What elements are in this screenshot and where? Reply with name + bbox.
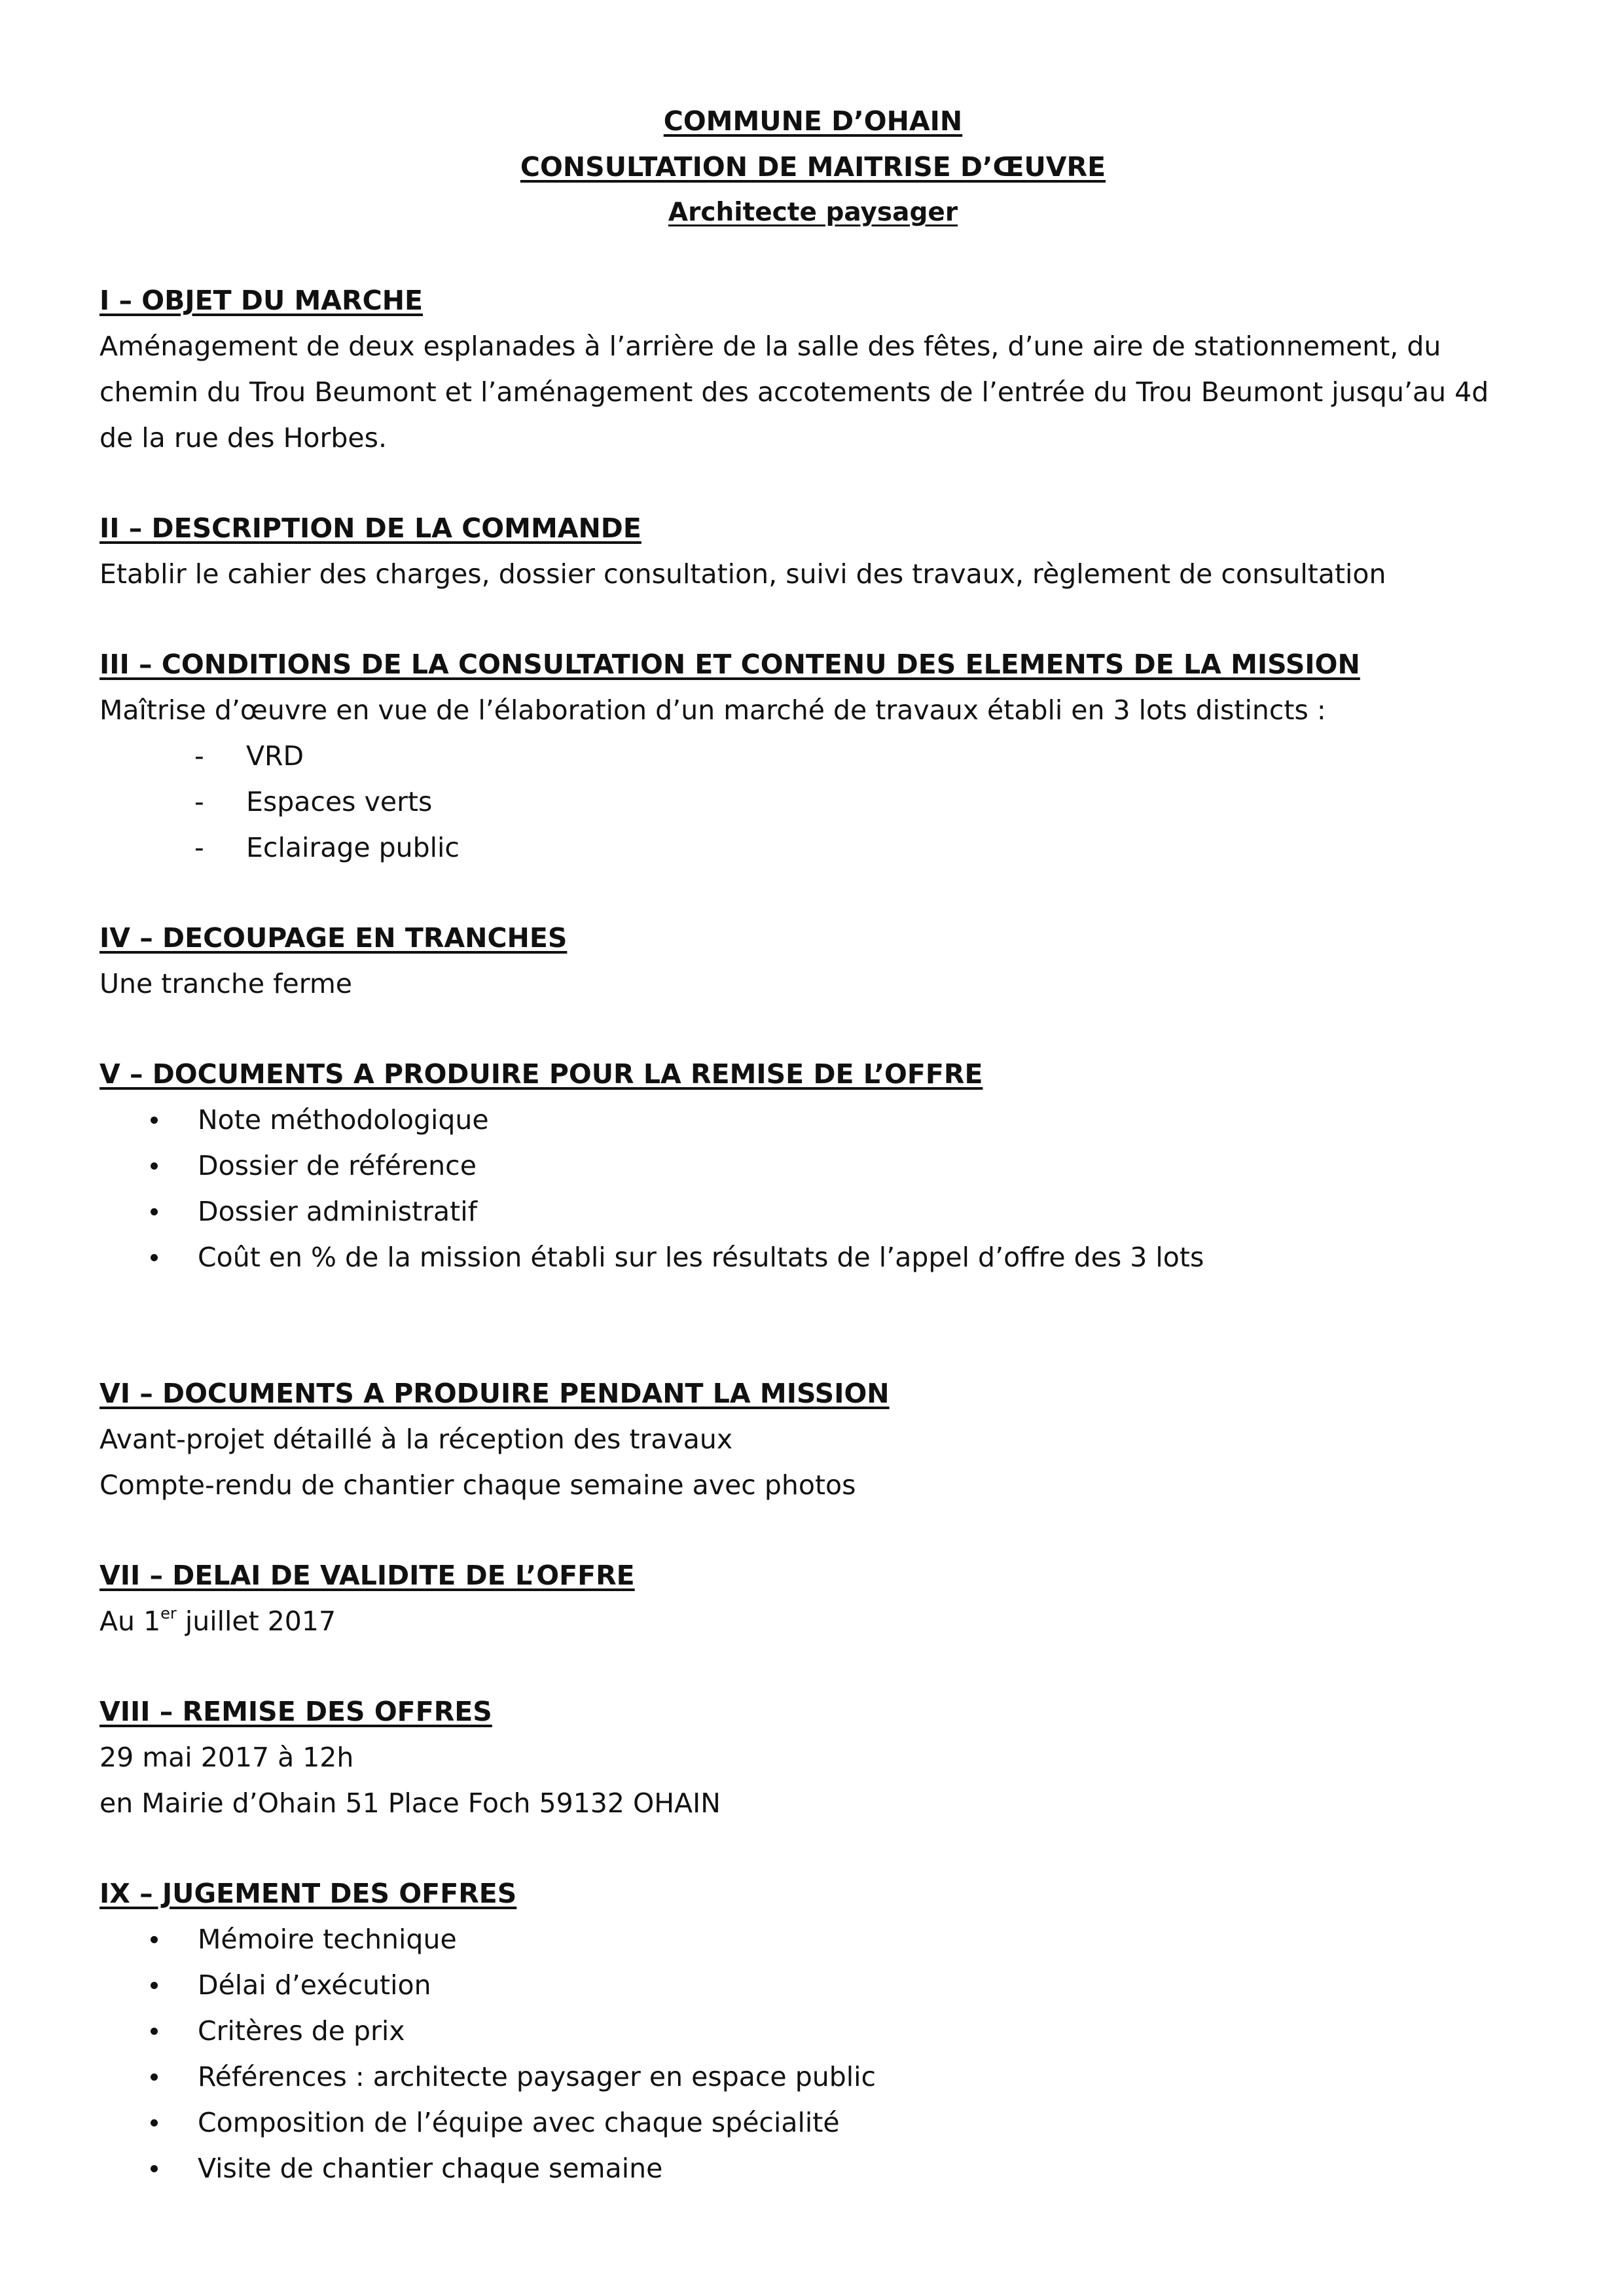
bullet-icon bbox=[151, 1982, 158, 1989]
section-jugement bbox=[99, 1871, 1526, 2191]
paragraph-line: Avant-projet détaillé à la réception des travaux bbox=[99, 1424, 733, 1455]
list-item bbox=[99, 1143, 1526, 1189]
paragraph-line: Compte-rendu de chantier chaque semaine avec photos bbox=[99, 1469, 856, 1501]
bullet-icon bbox=[151, 1936, 158, 1943]
list-item-label: Coût en % de la mission établi sur les résultats de l’appel d’offre des 3 lots bbox=[198, 1242, 1204, 1273]
section-title: VIII – REMISE DES OFFRES bbox=[99, 1696, 492, 1727]
list-item bbox=[99, 825, 1526, 870]
list-item bbox=[99, 1234, 1526, 1280]
list-item bbox=[99, 2145, 1526, 2191]
paragraph-line: Une tranche ferme bbox=[99, 968, 353, 999]
section-conditions bbox=[99, 641, 1526, 870]
section-title: V – DOCUMENTS A PRODUIRE POUR LA REMISE DE L’OFFRE bbox=[99, 1058, 983, 1090]
section-title: IV – DECOUPAGE EN TRANCHES bbox=[99, 922, 568, 954]
list-item-label: Délai d’exécution bbox=[198, 1969, 431, 2001]
list-item-label: Note méthodologique bbox=[198, 1104, 489, 1136]
list-item bbox=[99, 2008, 1526, 2054]
document-page bbox=[99, 98, 1526, 2236]
list-item bbox=[99, 733, 1526, 779]
dash-marker: - bbox=[194, 786, 204, 817]
header-subtitle: Architecte paysager bbox=[668, 198, 958, 227]
list-item-label: Eclairage public bbox=[246, 832, 460, 863]
section-documents-mission bbox=[99, 1371, 1526, 1508]
paragraph-line: Maîtrise d’œuvre en vue de l’élaboration d’un marché de travaux établi en 3 lots distincts : bbox=[99, 694, 1326, 726]
section-remise-offres bbox=[99, 1689, 1526, 1826]
list-item bbox=[99, 779, 1526, 825]
section-decoupage bbox=[99, 915, 1526, 1007]
section-title: VI – DOCUMENTS A PRODUIRE PENDANT LA MISSION bbox=[99, 1378, 890, 1409]
section-title: I – OBJET DU MARCHE bbox=[99, 285, 424, 316]
list-item-label: Critères de prix bbox=[198, 2015, 405, 2047]
paragraph-line: Etablir le cahier des charges, dossier consultation, suivi des travaux, règlement de consultation bbox=[99, 558, 1386, 590]
deadline-line: 29 mai 2017 à 12h bbox=[99, 1742, 354, 1773]
list-item bbox=[99, 1962, 1526, 2008]
section-title: III – CONDITIONS DE LA CONSULTATION ET CONTENU DES ELEMENTS DE LA MISSION bbox=[99, 649, 1360, 680]
documents-offre-list bbox=[99, 1097, 1526, 1280]
section-title: IX – JUGEMENT DES OFFRES bbox=[99, 1878, 517, 1909]
section-description bbox=[99, 505, 1526, 597]
list-item bbox=[99, 2054, 1526, 2100]
list-item bbox=[99, 1916, 1526, 1962]
section-title: II – DESCRIPTION DE LA COMMANDE bbox=[99, 512, 641, 544]
list-item-label: Visite de chantier chaque semaine bbox=[198, 2153, 663, 2184]
list-item-label: Mémoire technique bbox=[198, 1924, 457, 1955]
validity-date-month: juillet 2017 bbox=[176, 1605, 336, 1637]
bullet-icon bbox=[151, 1162, 158, 1170]
dash-marker: - bbox=[194, 740, 204, 772]
section-objet bbox=[99, 278, 1526, 461]
section-title: VII – DELAI DE VALIDITE DE L’OFFRE bbox=[99, 1560, 635, 1591]
list-item bbox=[99, 2100, 1526, 2145]
bullet-icon bbox=[151, 1254, 158, 1261]
list-item-label: VRD bbox=[246, 740, 304, 772]
dash-marker: - bbox=[194, 832, 204, 863]
bullet-icon bbox=[151, 2119, 158, 2126]
header-commune: COMMUNE D’OHAIN bbox=[663, 105, 963, 137]
list-item-label: Références : architecte paysager en espace public bbox=[198, 2061, 876, 2092]
validity-date-day: Au 1 bbox=[99, 1605, 161, 1637]
address-line: en Mairie d’Ohain 51 Place Foch 59132 OHAIN bbox=[99, 1787, 721, 1819]
paragraph-line: Aménagement de deux esplanades à l’arrière de la salle des fêtes, d’une aire de stationnement, du bbox=[99, 331, 1441, 362]
paragraph-line: chemin du Trou Beumont et l’aménagement des accotements de l’entrée du Trou Beumont jusqu’au 4d bbox=[99, 376, 1489, 408]
bullet-icon bbox=[151, 2028, 158, 2035]
lots-list bbox=[99, 733, 1526, 870]
bullet-icon bbox=[151, 2165, 158, 2172]
section-documents-offre bbox=[99, 1051, 1526, 1280]
list-item bbox=[99, 1097, 1526, 1143]
header-consultation: CONSULTATION DE MAITRISE D’ŒUVRE bbox=[520, 151, 1106, 183]
list-item-label: Composition de l’équipe avec chaque spécialité bbox=[198, 2107, 840, 2138]
list-item-label: Dossier administratif bbox=[198, 1196, 478, 1227]
validity-date-ordinal: er bbox=[160, 1604, 177, 1623]
paragraph-line: de la rue des Horbes. bbox=[99, 422, 387, 454]
list-item-label: Dossier de référence bbox=[198, 1150, 477, 1181]
list-item-label: Espaces verts bbox=[246, 786, 433, 817]
document-header bbox=[99, 98, 1526, 236]
list-item bbox=[99, 1189, 1526, 1234]
bullet-icon bbox=[151, 1117, 158, 1124]
validity-date bbox=[99, 1598, 1526, 1644]
bullet-icon bbox=[151, 1208, 158, 1215]
bullet-icon bbox=[151, 2073, 158, 2081]
criteria-list bbox=[99, 1916, 1526, 2191]
section-delai-validite bbox=[99, 1552, 1526, 1644]
